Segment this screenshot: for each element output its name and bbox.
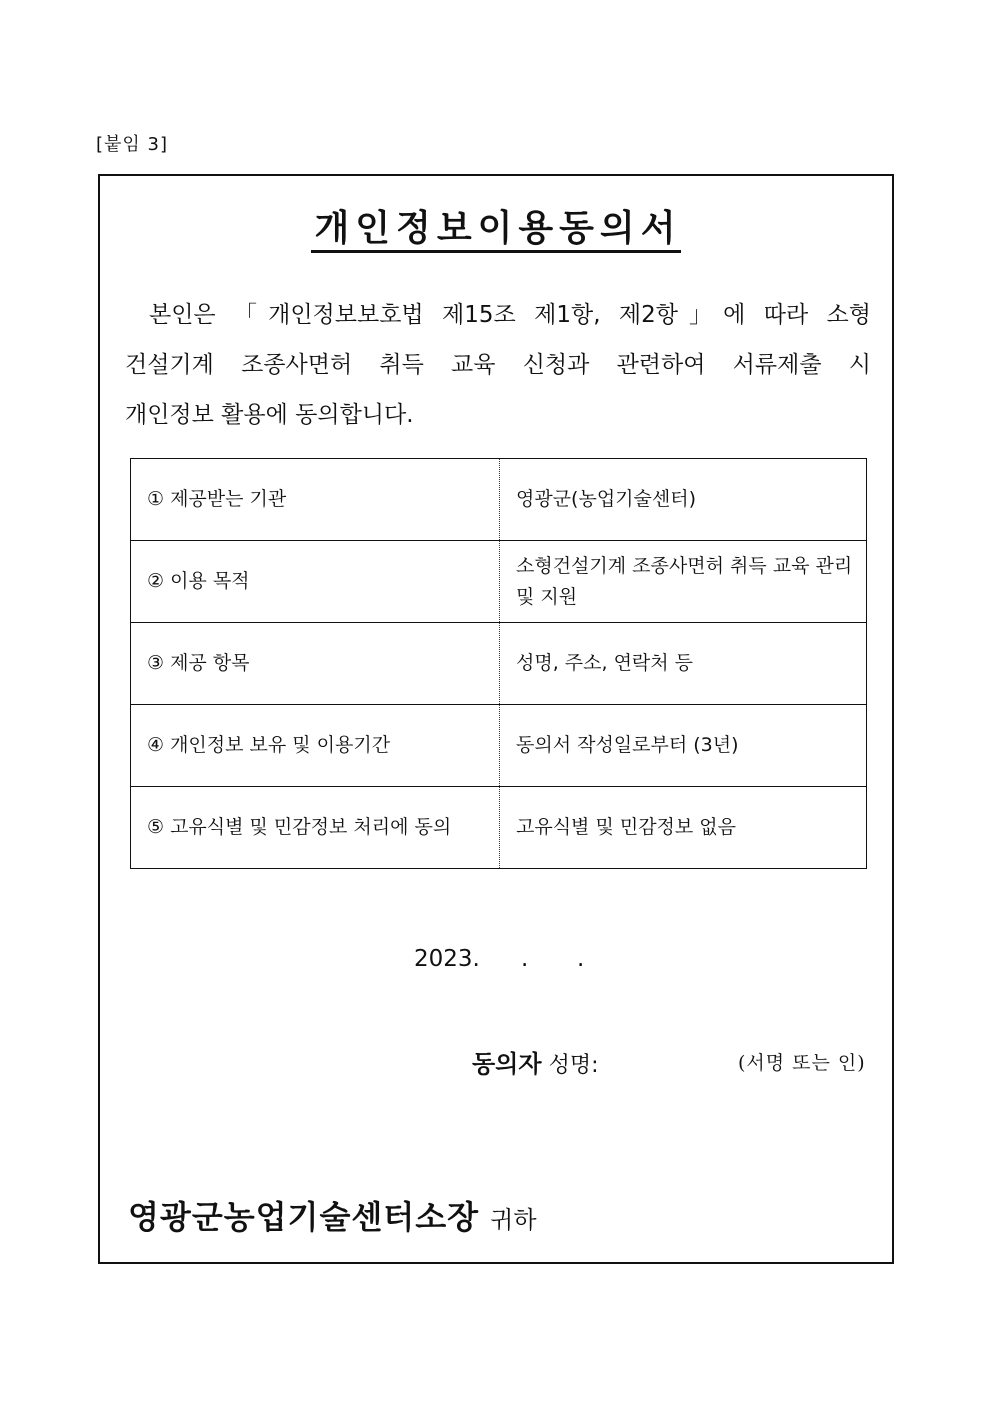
consent-info-table [130,458,867,869]
signature-note: (서명 또는 인) [738,1052,866,1074]
intro-line-1: 본인은 「개인정보보호법 제15조 제1항, 제2항」에 따라 소형 [149,302,871,328]
row-label-purpose: ② 이용 목적 [131,541,500,623]
row-value-items: 성명, 주소, 연락처 등 [500,623,867,705]
addressee-name: 영광군농업기술센터소장 [128,1198,480,1236]
date-line [414,946,585,972]
row-value-purpose: 소형건설기계 조종사면허 취득 교육 관리 및 지원 [500,541,867,623]
form-title-wrap [100,206,892,253]
attachment-label: [붙임 3] [96,134,168,155]
row-value-sensitive: 고유식별 및 민감정보 없음 [500,787,867,869]
signer-role: 동의자 [472,1049,542,1078]
row-value-provider: 영광군(농업기술센터) [500,459,867,541]
table-row [131,459,867,541]
row-label-retention: ④ 개인정보 보유 및 이용기간 [131,705,500,787]
addressee-suffix: 귀하 [490,1206,537,1234]
row-label-sensitive: ⑤ 고유식별 및 민감정보 처리에 동의 [131,787,500,869]
table-row [131,787,867,869]
date-month-dot: . [521,946,529,972]
row-label-provider: ① 제공받는 기관 [131,459,500,541]
table-row [131,541,867,623]
form-title: 개인정보이용동의서 [311,206,682,253]
row-label-items: ③ 제공 항목 [131,623,500,705]
date-year: 2023. [414,946,480,972]
intro-line-2: 건설기계 조종사면허 취득 교육 신청과 관련하여 서류제출 시 [125,352,871,378]
date-day-dot: . [577,946,585,972]
consent-form-frame [98,174,894,1264]
row-value-retention: 동의서 작성일로부터 (3년) [500,705,867,787]
table-row [131,623,867,705]
signer-line [472,1044,598,1079]
intro-line-3: 개인정보 활용에 동의합니다. [125,402,414,428]
table-row [131,705,867,787]
addressee-line [128,1192,537,1238]
signer-name-label: 성명: [548,1053,599,1078]
